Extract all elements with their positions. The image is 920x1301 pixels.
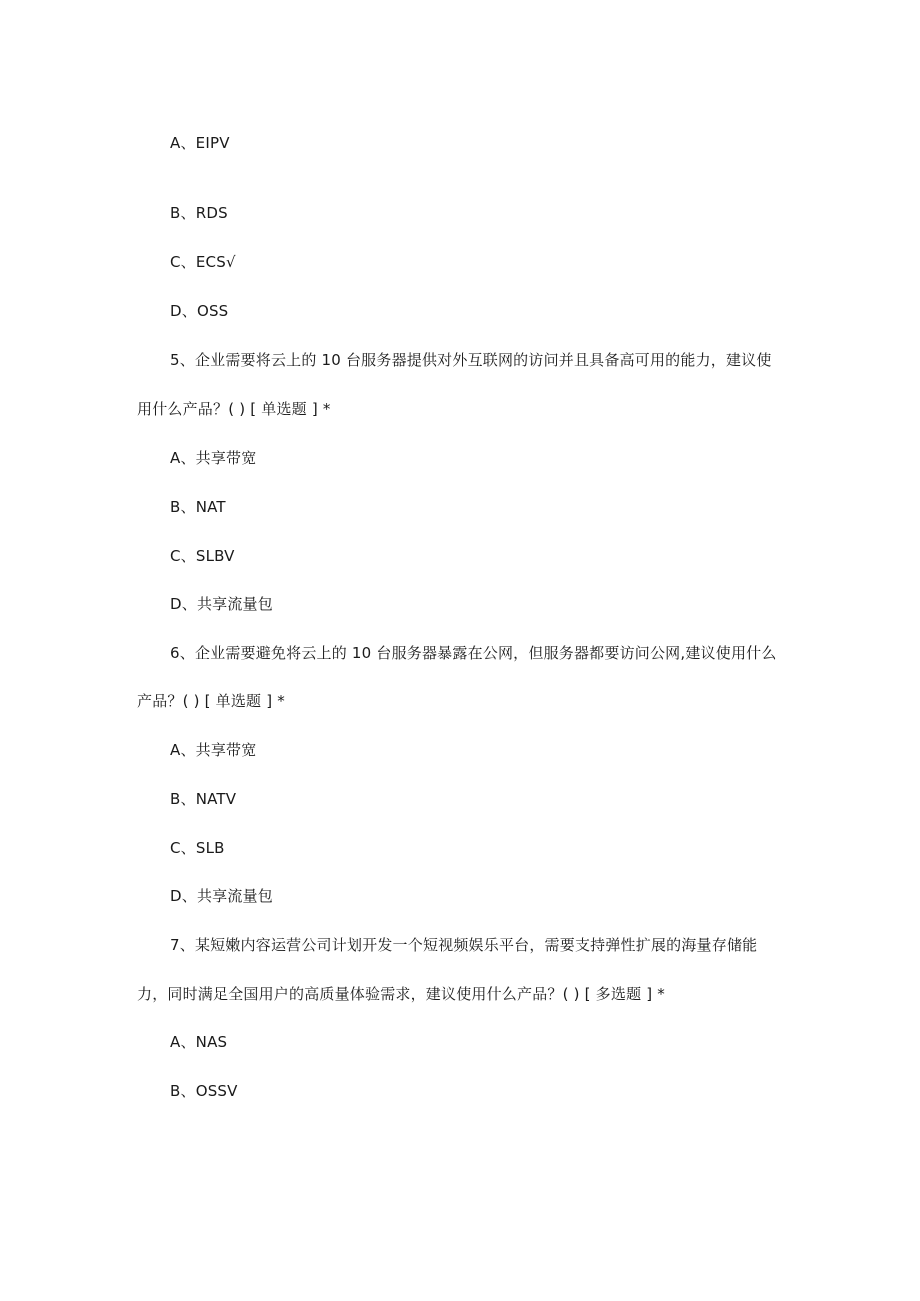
option-a: A、EIPV xyxy=(170,134,230,152)
question-6-text-cont: 产品？( ) [ 单选题 ] * xyxy=(137,692,285,710)
option-d: D、OSS xyxy=(170,302,229,320)
question-5-text-cont: 用什么产品？( ) [ 单选题 ] * xyxy=(137,400,331,418)
option-c: C、ECS√ xyxy=(170,253,236,271)
q5-option-a: A、共享带宽 xyxy=(170,449,257,467)
q5-option-c: C、SLBV xyxy=(170,547,235,565)
option-b: B、RDS xyxy=(170,204,228,222)
q7-option-a: A、NAS xyxy=(170,1033,228,1051)
q5-option-b: B、NAT xyxy=(170,498,226,516)
question-7-text-cont: 力，同时满足全国用户的高质量体验需求，建议使用什么产品？( ) [ 多选题 ] * xyxy=(137,985,665,1003)
q5-option-d: D、共享流量包 xyxy=(170,595,273,613)
question-5-text: 5、企业需要将云上的 10 台服务器提供对外互联网的访问并且具备高可用的能力，建议使 xyxy=(170,351,772,369)
q6-option-c: C、SLB xyxy=(170,839,225,857)
q6-option-d: D、共享流量包 xyxy=(170,887,273,905)
q6-option-b: B、NATV xyxy=(170,790,237,808)
question-6-text: 6、企业需要避免将云上的 10 台服务器暴露在公网，但服务器都要访问公网,建议使用什么 xyxy=(170,644,777,662)
question-7-text: 7、某短嫩内容运营公司计划开发一个短视频娱乐平台，需要支持弹性扩展的海量存储能 xyxy=(170,936,758,954)
q6-option-a: A、共享带宽 xyxy=(170,741,257,759)
q7-option-b: B、OSSV xyxy=(170,1082,238,1100)
